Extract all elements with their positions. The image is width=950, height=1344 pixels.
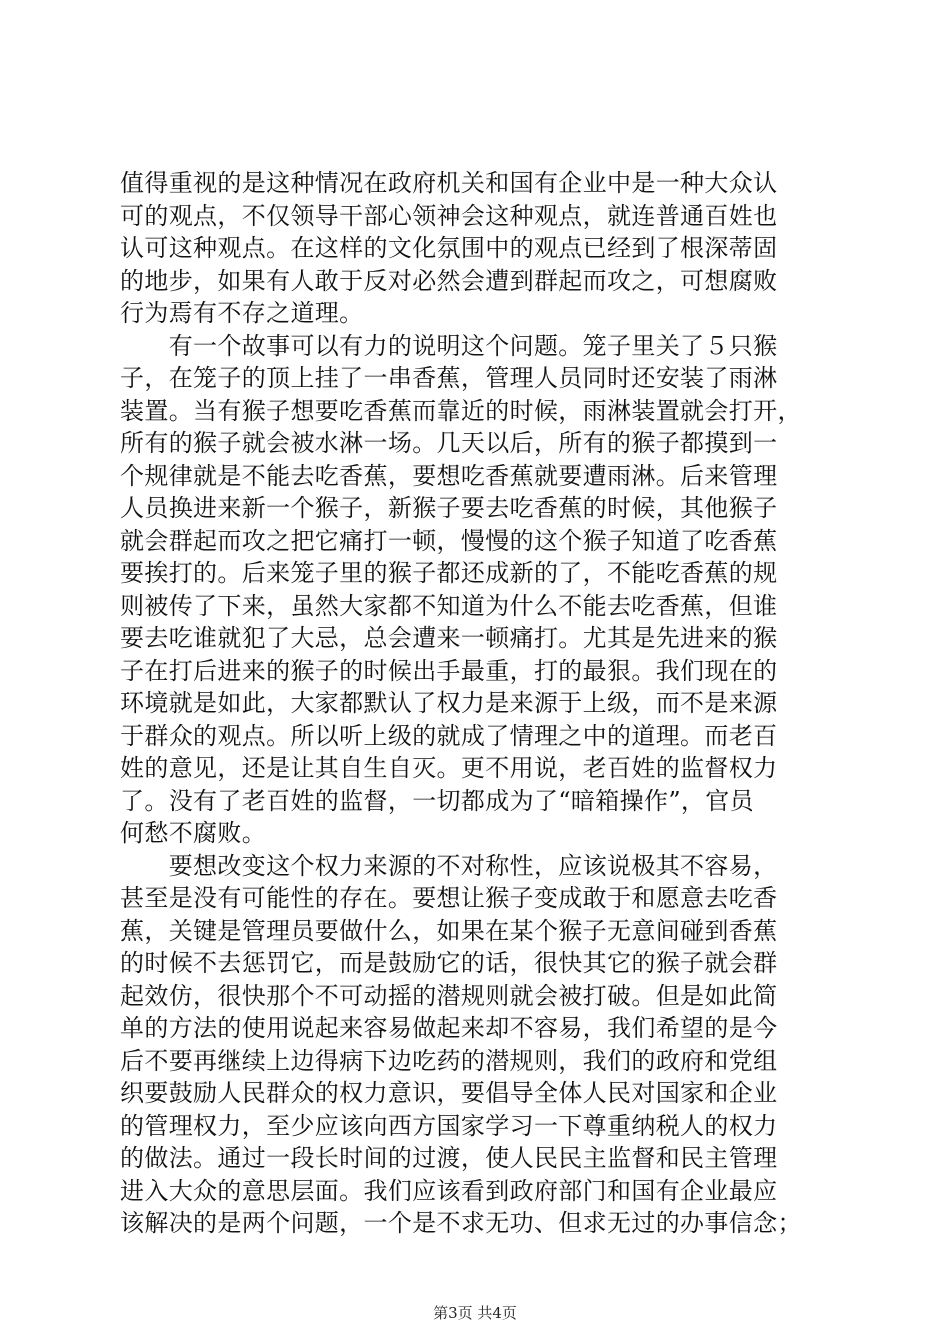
page-number-label: 第3页 共4页 [433,1304,517,1322]
text-line: 后不要再继续上边得病下边吃药的潜规则，我们的政府和党组 [120,1046,778,1075]
text-line: 有一个故事可以有力的说明这个问题。笼子里关了５只猴 [120,331,778,360]
text-line: 该解决的是两个问题，一个是不求无功、但求无过的办事信念； [120,1209,802,1237]
text-line: 何愁不腐败。 [120,819,267,847]
body-text [120,167,840,1240]
text-line: 可的观点，不仅领导干部心领神会这种观点，就连普通百姓也 [120,201,778,230]
text-line: 行为焉有不存之道理。 [120,299,364,327]
text-line: 的管理权力，至少应该向西方国家学习一下尊重纳税人的权力 [120,1111,778,1140]
text-line: 就会群起而攻之把它痛打一顿，慢慢的这个猴子知道了吃香蕉 [120,526,778,555]
text-line: 进入大众的意思层面。我们应该看到政府部门和国有企业最应 [120,1176,778,1205]
text-line: 甚至是没有可能性的存在。要想让猴子变成敢于和愿意去吃香 [120,884,778,912]
page-footer [0,1302,950,1323]
text-line: 认可这种观点。在这样的文化氛围中的观点已经到了根深蒂固 [120,234,778,262]
text-line: 环境就是如此，大家都默认了权力是来源于上级，而不是来源 [120,689,778,717]
text-line: 要去吃谁就犯了大忌，总会遭来一顿痛打。尤其是先进来的猴 [120,624,778,652]
text-line: 蕉，关键是管理员要做什么，如果在某个猴子无意间碰到香蕉 [120,916,778,945]
text-line: 则被传了下来，虽然大家都不知道为什么不能去吃香蕉，但谁 [120,591,778,620]
text-line: 织要鼓励人民群众的权力意识，要倡导全体人民对国家和企业 [120,1079,778,1107]
text-line: 姓的意见，还是让其自生自灭。更不用说，老百姓的监督权力 [120,754,778,782]
text-line: 个规律就是不能去吃香蕉，要想吃香蕉就要遭雨淋。后来管理 [120,461,778,490]
text-line: 起效仿，很快那个不可动摇的潜规则就会被打破。但是如此简 [120,981,778,1010]
text-line: 所有的猴子就会被水淋一场。几天以后，所有的猴子都摸到一 [120,429,778,457]
text-line: 单的方法的使用说起来容易做起来却不容易，我们希望的是今 [120,1014,778,1042]
text-line: 要想改变这个权力来源的不对称性，应该说极其不容易， [120,851,778,880]
text-line: 的时候不去惩罚它，而是鼓励它的话，很快其它的猴子就会群 [120,949,778,977]
text-line: 子在打后进来的猴子的时候出手最重，打的最狠。我们现在的 [120,656,778,685]
text-line: 的地步，如果有人敢于反对必然会遭到群起而攻之，可想腐败 [120,266,778,295]
text-line: 人员换进来新一个猴子，新猴子要去吃香蕉的时候，其他猴子 [120,494,778,522]
text-line: 的做法。通过一段长时间的过渡，使人民民主监督和民主管理 [120,1144,778,1172]
text-line: 了。没有了老百姓的监督，一切都成为了“暗箱操作”，官员 [120,786,754,815]
text-line: 值得重视的是这种情况在政府机关和国有企业中是一种大众认 [120,169,778,197]
text-line: 子，在笼子的顶上挂了一串香蕉，管理人员同时还安装了雨淋 [120,364,778,392]
text-line: 装置。当有猴子想要吃香蕉而靠近的时候，雨淋装置就会打开， [120,396,802,425]
text-line: 于群众的观点。所以听上级的就成了情理之中的道理。而老百 [120,721,778,750]
text-line: 要挨打的。后来笼子里的猴子都还成新的了，不能吃香蕉的规 [120,559,778,587]
